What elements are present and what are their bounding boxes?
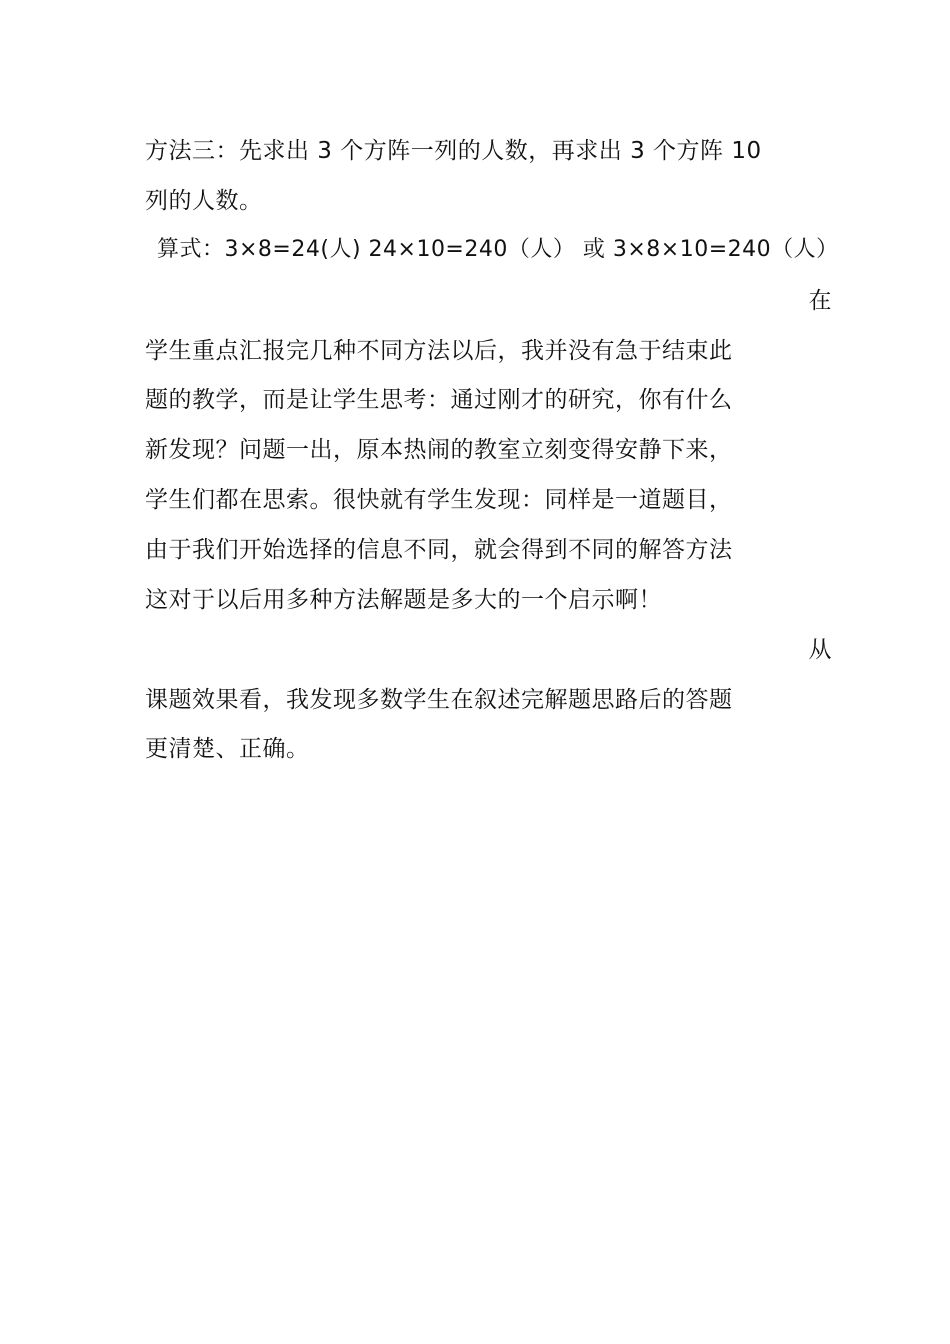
text-line: 由于我们开始选择的信息不同，就会得到不同的解答方法 xyxy=(145,537,733,563)
text-line: 列的人数。 xyxy=(145,188,263,214)
text-line: 新发现？问题一出，原本热闹的教室立刻变得安静下来， xyxy=(145,437,733,463)
text-line: 学生们都在思索。很快就有学生发现：同样是一道题目， xyxy=(145,487,733,513)
text-line: 方法三：先求出 3 个方阵一列的人数，再求出 3 个方阵 10 xyxy=(145,138,762,164)
text-line: 题的教学，而是让学生思考：通过刚才的研究，你有什么 xyxy=(145,387,733,413)
text-line: 这对于以后用多种方法解题是多大的一个启示啊！ xyxy=(145,587,662,613)
text-line: 在 xyxy=(808,288,832,314)
text-line: 学生重点汇报完几种不同方法以后，我并没有急于结束此 xyxy=(145,338,733,364)
text-line: 课题效果看，我发现多数学生在叙述完解题思路后的答题 xyxy=(145,687,733,713)
text-line: 从 xyxy=(808,637,832,663)
text-line: 更清楚、正确。 xyxy=(145,736,310,762)
formula-line: 算式：3×8=24(人) 24×10=240（人） 或 3×8×10=240（人） xyxy=(157,237,839,262)
